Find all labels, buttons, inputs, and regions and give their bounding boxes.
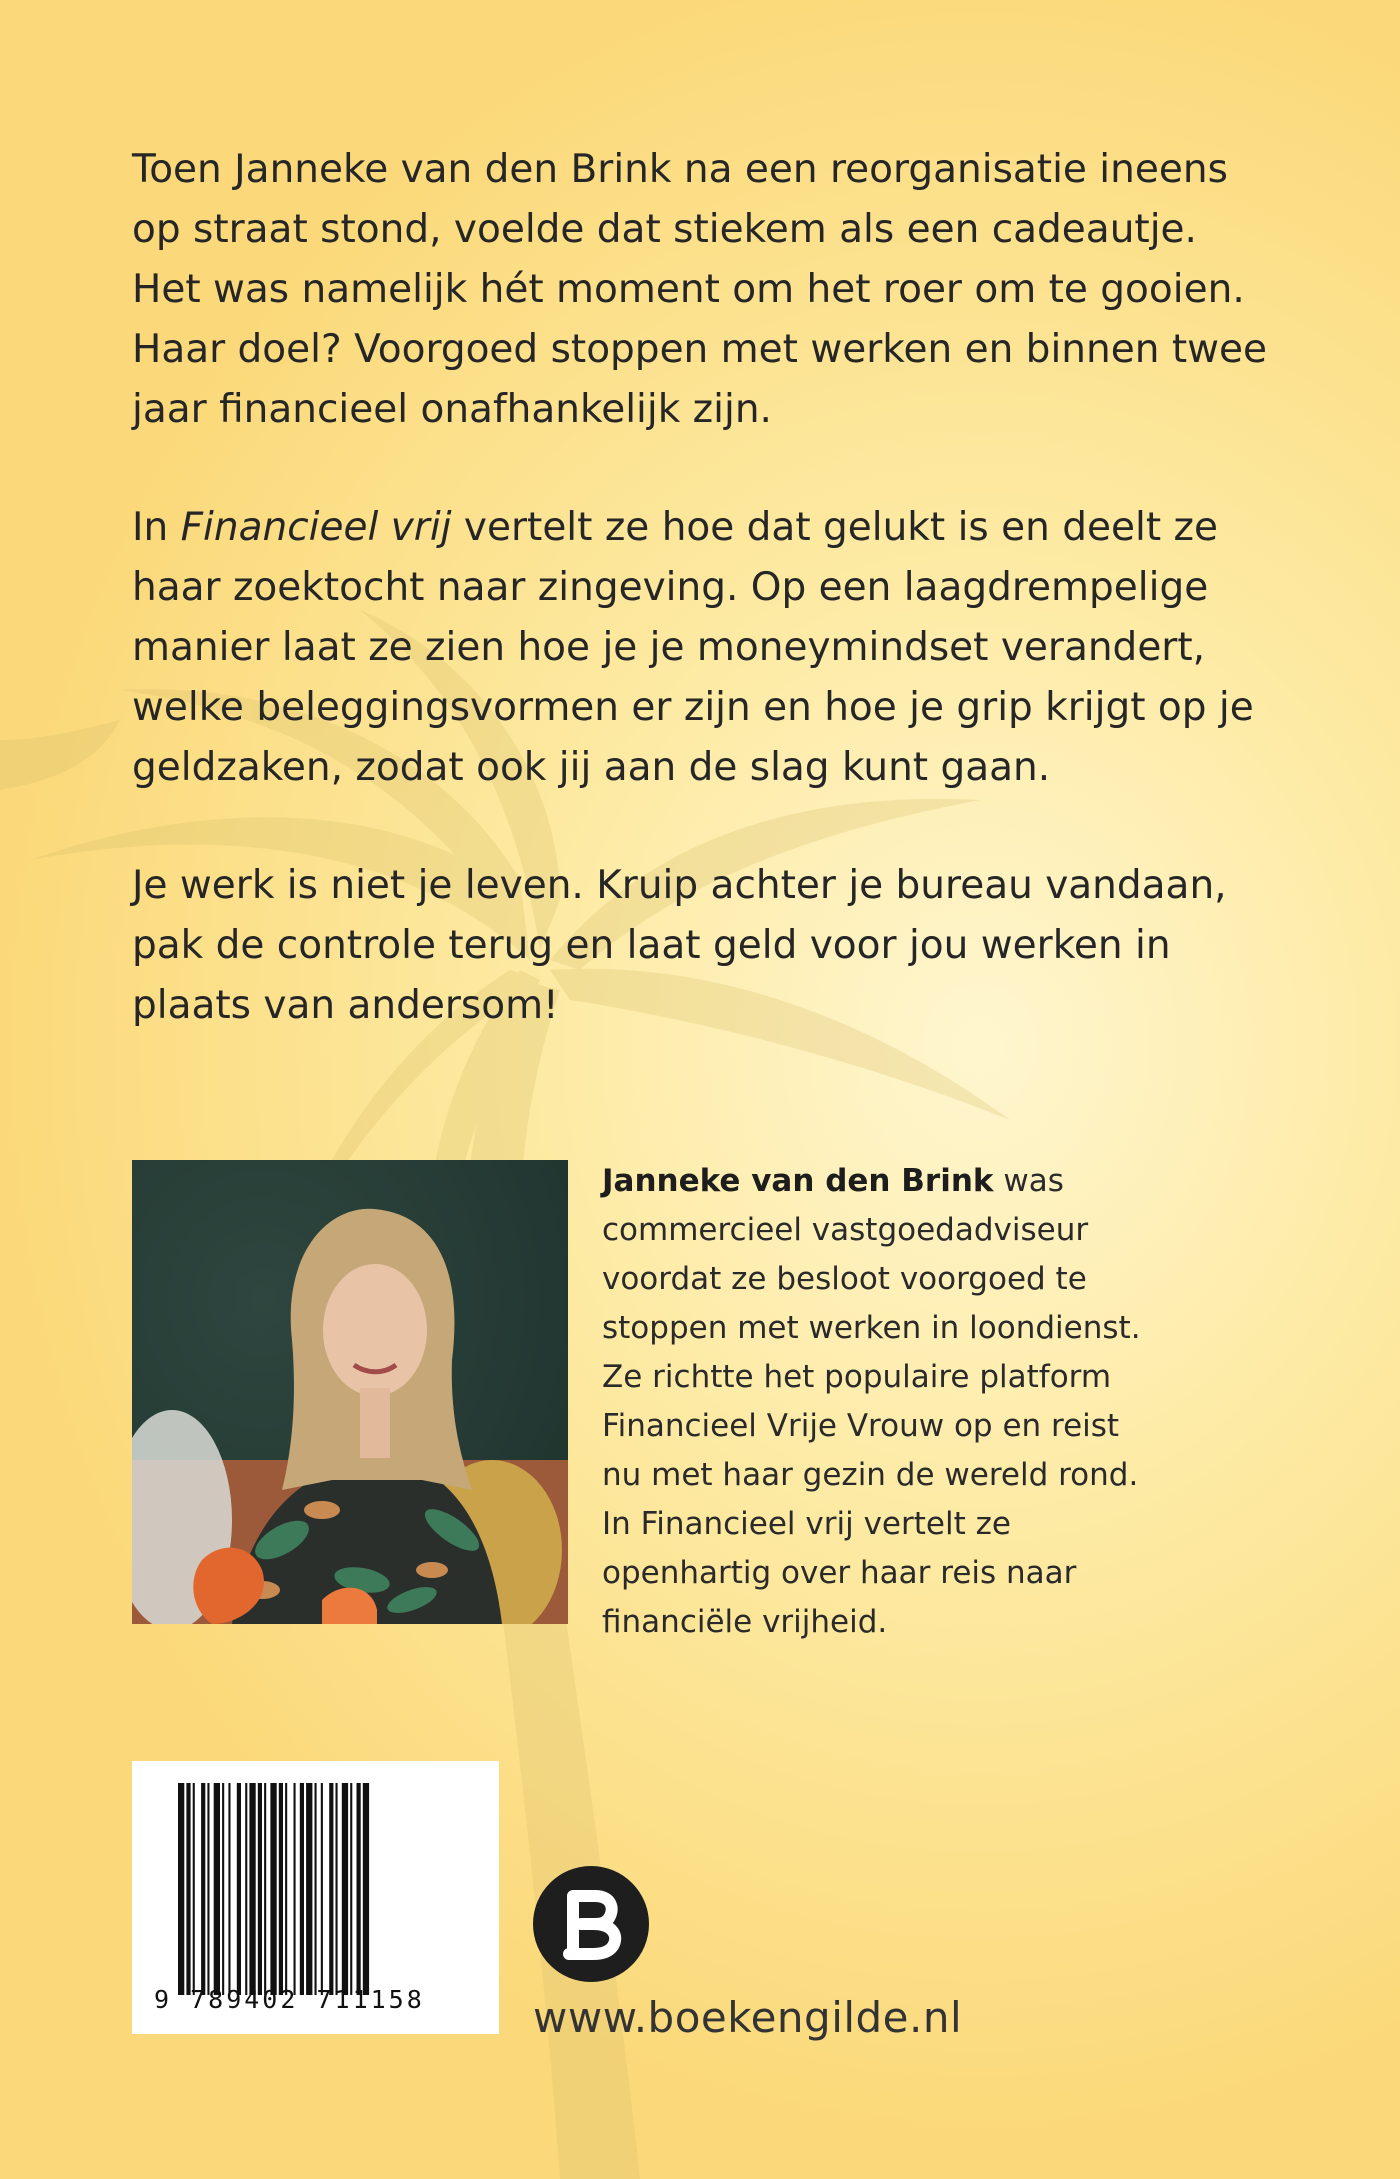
- barcode-bar: [249, 1783, 255, 1995]
- publisher-website[interactable]: www.boekengilde.nl: [533, 1993, 963, 2042]
- barcode-bar: [300, 1783, 304, 1995]
- barcode-bar: [336, 1783, 338, 1995]
- barcode-bar: [214, 1783, 220, 1995]
- barcode-bar: [193, 1783, 195, 1995]
- isbn-barcode: [132, 1761, 499, 2034]
- barcode-bar: [222, 1783, 224, 1995]
- barcode-bar: [207, 1783, 209, 1995]
- author-photo: [132, 1160, 568, 1624]
- barcode-bar: [178, 1783, 184, 1995]
- barcode-bar: [237, 1783, 241, 1995]
- barcode-bar: [363, 1783, 369, 1995]
- barcode-bar: [186, 1783, 190, 1995]
- author-bio-text: was commercieel vastgoedadviseur voordat ze besloot voorgoed te stoppen met werken in loondienst. Ze richtte het populaire platform Financieel Vrije Vrouw op en reist nu met haar gezin de wereld rond. In Financieel vrij vertelt ze openhartig over haar reis naar financiële vrijheid.: [602, 1163, 1141, 1640]
- barcode-bar: [228, 1783, 230, 1995]
- author-name: Janneke van den Brink: [602, 1163, 994, 1199]
- back-cover-blurb: [132, 140, 1272, 1094]
- barcode-bar: [321, 1783, 323, 1995]
- barcode-bars: [178, 1783, 463, 1995]
- author-bio: [602, 1157, 1162, 1647]
- barcode-bar: [357, 1783, 361, 1995]
- barcode-bar: [285, 1783, 287, 1995]
- barcode-bar: [329, 1783, 333, 1995]
- publisher-logo: [533, 1866, 649, 1982]
- barcode-bar: [245, 1783, 247, 1995]
- barcode-bar: [306, 1783, 312, 1995]
- barcode-bar: [258, 1783, 262, 1995]
- barcode-bar: [294, 1783, 296, 1995]
- isbn-number: 9 789402 711158: [154, 1985, 425, 2014]
- blurb-paragraph-3: Je werk is niet je leven. Kruip achter je bureau vandaan, pak de controle terug en laat geld voor jou werken in plaats van andersom!: [132, 863, 1227, 1028]
- barcode-bar: [279, 1783, 283, 1995]
- barcode-bar: [315, 1783, 317, 1995]
- barcode-bar: [201, 1783, 205, 1995]
- blurb-paragraph-1: Toen Janneke van den Brink na een reorganisatie ineens op straat stond, voelde dat stiekem als een cadeautje. Het was namelijk hét moment om het roer om te gooien. Haar doel? Voorgoed stoppen met werken en binnen twee jaar financieel onafhankelijk zijn.: [132, 147, 1267, 432]
- barcode-bar: [350, 1783, 352, 1995]
- barcode-bar: [264, 1783, 266, 1995]
- book-title-inline: Financieel vrij: [180, 505, 452, 550]
- barcode-bar: [342, 1783, 348, 1995]
- blurb-paragraph-2: In Financieel vrij vertelt ze hoe dat gelukt is en deelt ze haar zoektocht naar zingeving. Op een laagdrempelige manier laat ze zien hoe je je moneymindset verandert, welke beleggingsvormen er zijn en hoe je grip krijgt op je geldzaken, zodat ook jij aan de slag kunt gaan.: [132, 505, 1254, 790]
- barcode-bar: [270, 1783, 276, 1995]
